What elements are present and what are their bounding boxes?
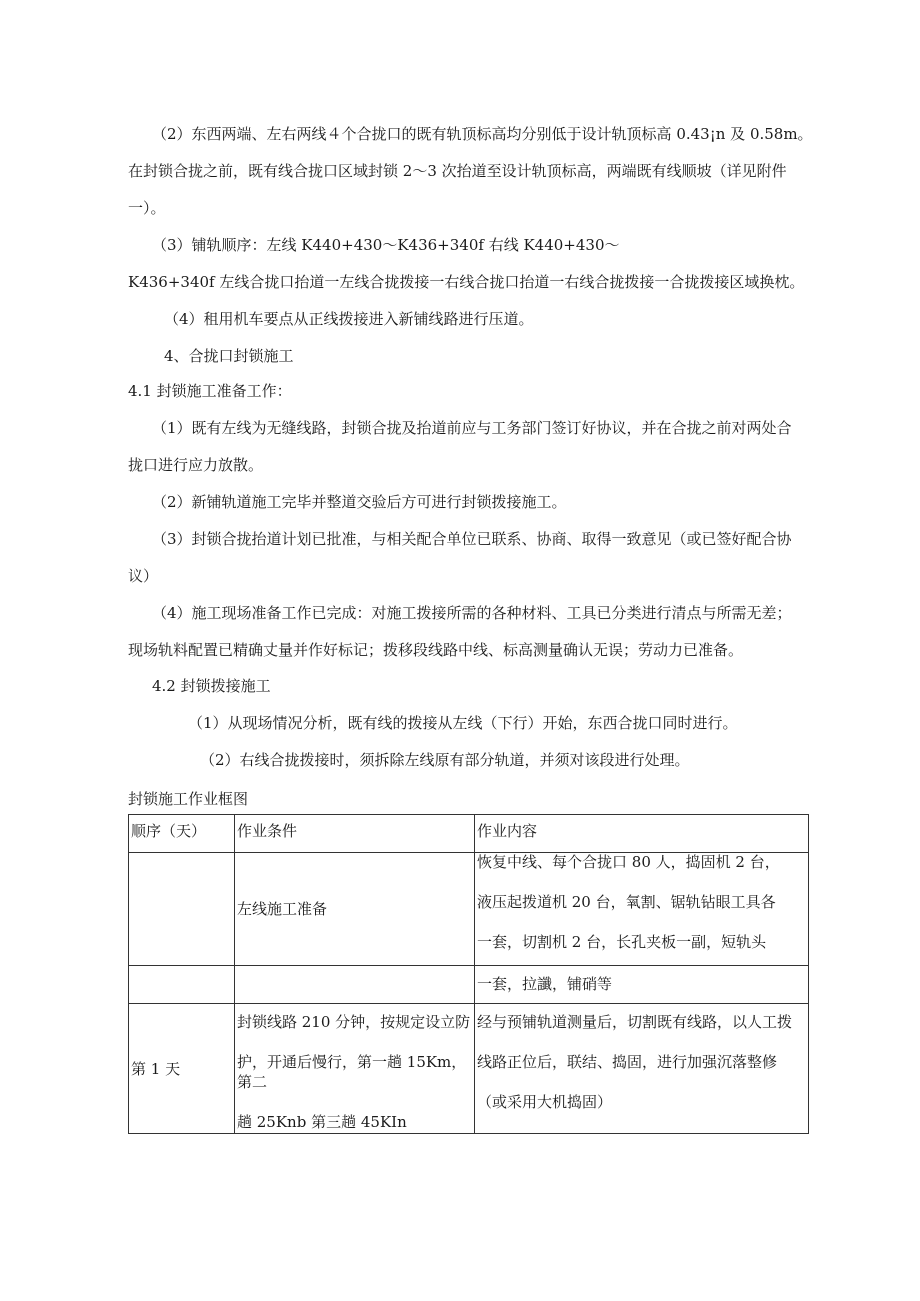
paragraph-4-2-1: （1）从现场情况分析，既有线的拨接从左线（下行）开始，东西合拢口同时进行。 [188, 714, 738, 732]
paragraph-2-line-1: （2）东西两端、左右两线４个合拢口的既有轨顶标高均分别低于设计轨顶标高 0.43¡n 及 0.58m。 [152, 125, 813, 143]
table-header-cell: 作业内容 [475, 815, 809, 853]
condition-text: 左线施工准备 [237, 900, 328, 918]
table-cell-day [129, 853, 235, 966]
content-line: 液压起拨道机 20 台，氧割、锯轨钻眼工具各 [477, 893, 776, 911]
table-header-cell: 作业条件 [235, 815, 475, 853]
content-line: 经与预铺轨道测量后，切割既有线路，以人工拨 [477, 1013, 793, 1031]
condition-line: 封锁线路 210 分钟，按规定设立防 [237, 1013, 471, 1031]
paragraph-4-1-1-line-1: （1）既有左线为无缝线路，封锁合拢及抬道前应与工务部门签订好协议，并在合拢之前对两处合 [152, 419, 792, 437]
table-cell-day [129, 966, 235, 1004]
paragraph-4-1-4-line-1: （4）施工现场准备工作已完成：对施工拨接所需的各种材料、工具已分类进行清点与所需无差； [152, 604, 792, 622]
condition-line: 趟 25Knb 第三趟 45KIn [237, 1113, 407, 1131]
paragraph-2-line-2: 在封锁合拢之前，既有线合拢口区域封锁 2～3 次抬道至设计轨顶标高，两端既有线顺坡（详见附件 [128, 162, 787, 180]
content-line: 线路正位后，联结、捣固，进行加强沉落整修 [477, 1053, 778, 1071]
paragraph-4-1-1-line-2: 拢口进行应力放散。 [128, 456, 264, 474]
table-cell-content [475, 1004, 809, 1134]
table-header-cell: 顺序（天） [129, 815, 235, 853]
content-line: 一套，切割机 2 台，长孔夹板一副，短轨头 [477, 933, 767, 951]
content-line: 恢复中线、每个合拢口 80 人，捣固机 2 台， [477, 853, 780, 871]
table-cell-condition [235, 966, 475, 1004]
construction-schedule-table [128, 814, 809, 1134]
table-row [129, 966, 809, 1004]
paragraph-4-1-2: （2）新铺轨道施工完毕并整道交验后方可进行封锁拨接施工。 [152, 493, 567, 511]
paragraph-3-line-1: （3）铺轨顺序：左线 K440+430～K436+340f 右线 K440+430～ [152, 236, 620, 254]
content-line: （或采用大机捣固） [477, 1093, 613, 1111]
table-header-row [129, 815, 809, 853]
table-caption: 封锁施工作业框图 [128, 790, 249, 808]
table-cell-content: 一套，拉讖，铺硝等 [475, 966, 809, 1004]
paragraph-3-line-2: K436+340f 左线合拢口抬道一左线合拢拨接一右线合拢口抬道一右线合拢拨接一合拢拨接区域换枕。 [128, 273, 805, 291]
section-heading-4-2: 4.2 封锁拨接施工 [152, 677, 271, 695]
section-heading-4: 4、合拢口封锁施工 [164, 347, 294, 365]
table-cell-content [475, 853, 809, 966]
table-cell-condition [235, 1004, 475, 1134]
paragraph-4-2-2: （2）右线合拢拨接时，须拆除左线原有部分轨道，并须对该段进行处理。 [200, 751, 690, 769]
table-cell-day: 第 1 天 [129, 1004, 235, 1134]
section-heading-4-1: 4.1 封锁施工准备工作： [128, 382, 292, 400]
table-row [129, 853, 809, 966]
paragraph-2-line-3: 一）。 [128, 199, 166, 217]
table-cell-condition [235, 853, 475, 966]
paragraph-4-1-3-line-2: 议） [128, 567, 159, 585]
condition-line: 护，开通后慢行，第一趟 15Km，第二 [237, 1053, 467, 1091]
table-row [129, 1004, 809, 1134]
paragraph-4: （4）租用机车要点从正线拨接进入新铺线路进行压道。 [164, 310, 534, 328]
paragraph-4-1-3-line-1: （3）封锁合拢抬道计划已批准，与相关配合单位已联系、协商、取得一致意见（或已签好配合协 [152, 530, 792, 548]
paragraph-4-1-4-line-2: 现场轨料配置已精确丈量并作好标记；拨移段线路中线、标高测量确认无误；劳动力已准备。 [128, 641, 744, 659]
